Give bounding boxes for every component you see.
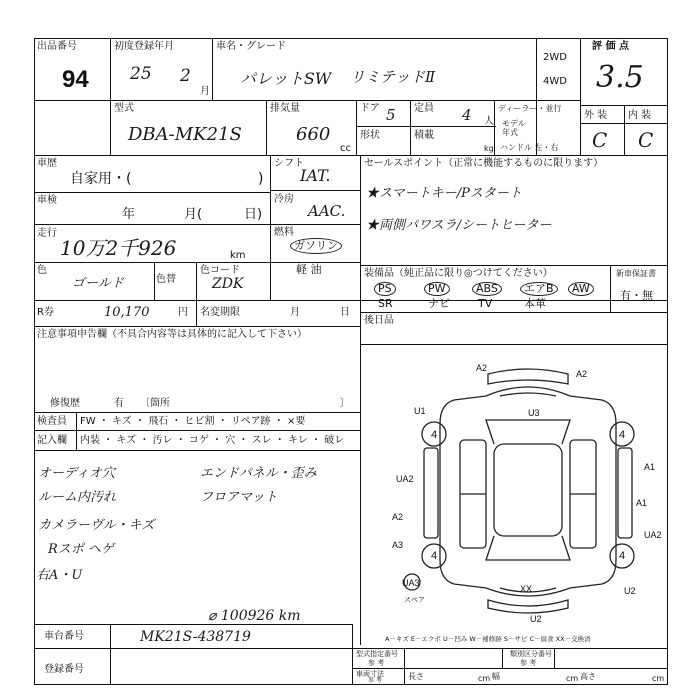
equip-tv: TV [478,297,493,310]
interior-grade: C [638,128,654,152]
shaken-label: 車検 [37,195,57,206]
reg-label: 初度登録年月 [114,41,174,52]
cap-unit: 人 [484,116,494,127]
car-label: 車名・グレード [216,41,286,52]
capacity: 4 [462,106,472,124]
mark-a1-right-2: A1 [636,498,648,508]
expiry-day: 日 [340,307,350,318]
mark-u2-right: U2 [624,586,636,596]
fw-line: FW ・ キズ ・ 飛石 ・ ヒビ割 ・ リペア跡 ・ ×要 [80,416,306,427]
mark-ua2-left: UA2 [396,474,414,484]
comment-2: ルーム内汚れ [38,490,117,505]
load-unit: kg [484,144,494,153]
lot-label: 出品番号 [37,41,77,52]
fuel-oil: 軽 油 [296,263,322,276]
dealer-label: ディーラー・並行 [498,104,562,113]
drive-4wd: 4WD [543,76,567,87]
expiry-month: 月 [290,307,300,318]
mark-a1-right: A1 [644,462,656,472]
shift-label: シフト [274,158,304,169]
sales-label: セールスポイント（正常に機能するものに限ります） [364,158,604,169]
equip-navi: ナビ [428,297,450,310]
comment-3: カメラーヴル・キズ [38,518,155,533]
mark-a2-left: A2 [392,512,404,522]
interior-label: 内 装 [628,110,652,121]
disp-label: 排気量 [270,103,300,114]
cap-label: 定員 [414,103,434,114]
mark-ua2-right: UA2 [644,530,662,540]
shape-label: 形状 [360,130,380,141]
damage-legend: A－キズ E－エクボ U－凹み W－補修跡 S－サビ C－腐食 XX－交換済 [385,635,591,643]
mileage-label: 走行 [37,228,57,239]
history-value: 自家用・( [70,171,132,187]
history-close: ) [258,171,264,187]
recycle-label: R券 [37,307,54,318]
equip-leather: 本革 [524,297,546,310]
ac-value: AAC. [308,202,346,220]
exterior-grade: C [592,128,608,152]
sales-line-2: ★両側パワスラ/シートヒーター [366,218,552,233]
color-value: ゴールド [72,276,124,291]
comment-right-2: フロアマット [200,490,278,505]
score-value: 3.5 [596,60,644,95]
shaken-month: 月( [184,207,203,222]
model-spec-label: 型式指定番号 [356,650,398,658]
color-code: ZDK [212,276,244,292]
repair-close: 〕 [340,398,350,409]
drive-2wd: 2WD [543,52,567,63]
dims-label: 車両寸法 [356,670,384,678]
mark-u1: U1 [414,406,426,416]
model-label: 型式 [114,103,134,114]
sales-line-1: ★スマートキー/Pスタート [366,186,522,201]
height-unit: cm [652,674,665,683]
door-label: ドア [360,103,380,114]
model-value: DBA-MK21S [128,124,242,145]
lot-number: 94 [62,66,89,93]
equipment-label: 装備品（純正品に限り◎つけてください） [364,268,553,279]
equip-aw: AW [568,282,594,296]
car-name: パレットSW [240,69,332,88]
comment-1: オーディオ穴 [38,466,115,481]
ac-label: 冷房 [274,194,294,205]
reg-year: 25 [130,64,152,84]
mark-ua3: UA3 [402,578,420,588]
mark-a2-top-left: A2 [476,363,488,373]
height-label: 高さ [580,672,596,681]
year-label: 年式 [502,128,518,137]
width-unit: cm [566,674,579,683]
color-code-label: 色コード [200,265,240,276]
inspector-label-2: 記入欄 [37,435,67,446]
mark-a3-left: A3 [392,540,404,550]
score-label: 評 価 点 [592,41,629,52]
reg-month-unit: 月 [200,86,210,97]
mark-a2-top-right: A2 [576,369,588,379]
aftermarket-label: 後日品 [364,315,394,326]
equip-ps: PS [374,282,396,296]
handle-label: ハンドル 左・右 [500,143,559,152]
mileage-unit: km [230,250,246,261]
spare-label: スペア [404,596,425,604]
notes-label: 注意事項申告欄（不具合内容等は具体的に記入して下さい） [37,329,307,340]
shift-value: IAT. [300,166,331,185]
repaint-label: 色替 [156,274,176,285]
grade: リミテッドⅡ [350,68,436,86]
class-label: 類別区分番号 [510,650,552,658]
mark-wheel-rl: 4 [431,550,438,562]
fuel-label: 燃料 [274,227,294,238]
equip-airbag: エアB [520,282,558,296]
length-label: 長さ [408,672,424,681]
comment-right-1: エンドパネル・歪み [200,466,317,481]
recycle-value: 10,170 [104,305,150,320]
mark-u2-bottom: U2 [530,614,542,624]
mark-wheel-rr: 4 [619,550,626,562]
mark-xx: XX [520,584,533,594]
mark-wheel-fr: 4 [619,429,626,441]
expiry-label: 名変期限 [200,307,240,318]
comment-4: Rスポ ヘゲ [48,542,114,557]
warranty-label: 新車保証書 [616,269,656,278]
recycle-unit: 円 [178,307,188,318]
repair-label: 修復歴 [50,398,80,409]
reg-month: 2 [180,66,191,86]
shaken-day: 日) [244,207,263,222]
length-unit: cm [478,674,491,683]
car-diagram [390,360,666,622]
odometer-note: ⌀ 100926 km [208,608,301,624]
inspector-label-1: 検査員 [37,416,67,427]
doors: 5 [386,106,396,124]
fuel-gas: ガソリン [290,238,342,254]
color-label: 色 [37,265,47,276]
history-label: 車歴 [37,158,57,169]
class-sub: 参 考 [520,659,537,667]
chassis-label: 車台番号 [44,631,84,642]
interior-line: 内装 ・ キズ ・ 汚レ ・ コゲ ・ 穴 ・ スレ ・ キレ ・ 破レ [80,435,345,446]
equip-pw: PW [424,282,450,296]
model-year-label: モデル [502,119,526,128]
repair-value: 有 [114,398,124,409]
mark-u3: U3 [528,408,540,418]
equip-sr: SR [378,297,393,310]
shaken-year: 年 [122,207,136,222]
repair-part: 〔箇所 [140,398,170,409]
model-spec-sub: 参 考 [368,659,385,667]
comment-5: 右A・U [36,568,83,583]
disp-unit: cc [340,143,351,154]
dims-sub: 参 考 [368,677,382,684]
load-label: 積載 [414,130,434,141]
plate-label: 登録番号 [44,664,84,675]
chassis-value: MK21S-438719 [140,629,251,645]
warranty-value: 有・無 [620,289,653,302]
equip-abs: ABS [472,282,502,296]
mark-wheel-fl: 4 [431,429,438,441]
displacement: 660 [296,124,331,145]
exterior-label: 外 装 [584,110,608,121]
mileage-value: 10万2千926 [60,236,177,260]
width-label: 幅 [492,672,500,681]
